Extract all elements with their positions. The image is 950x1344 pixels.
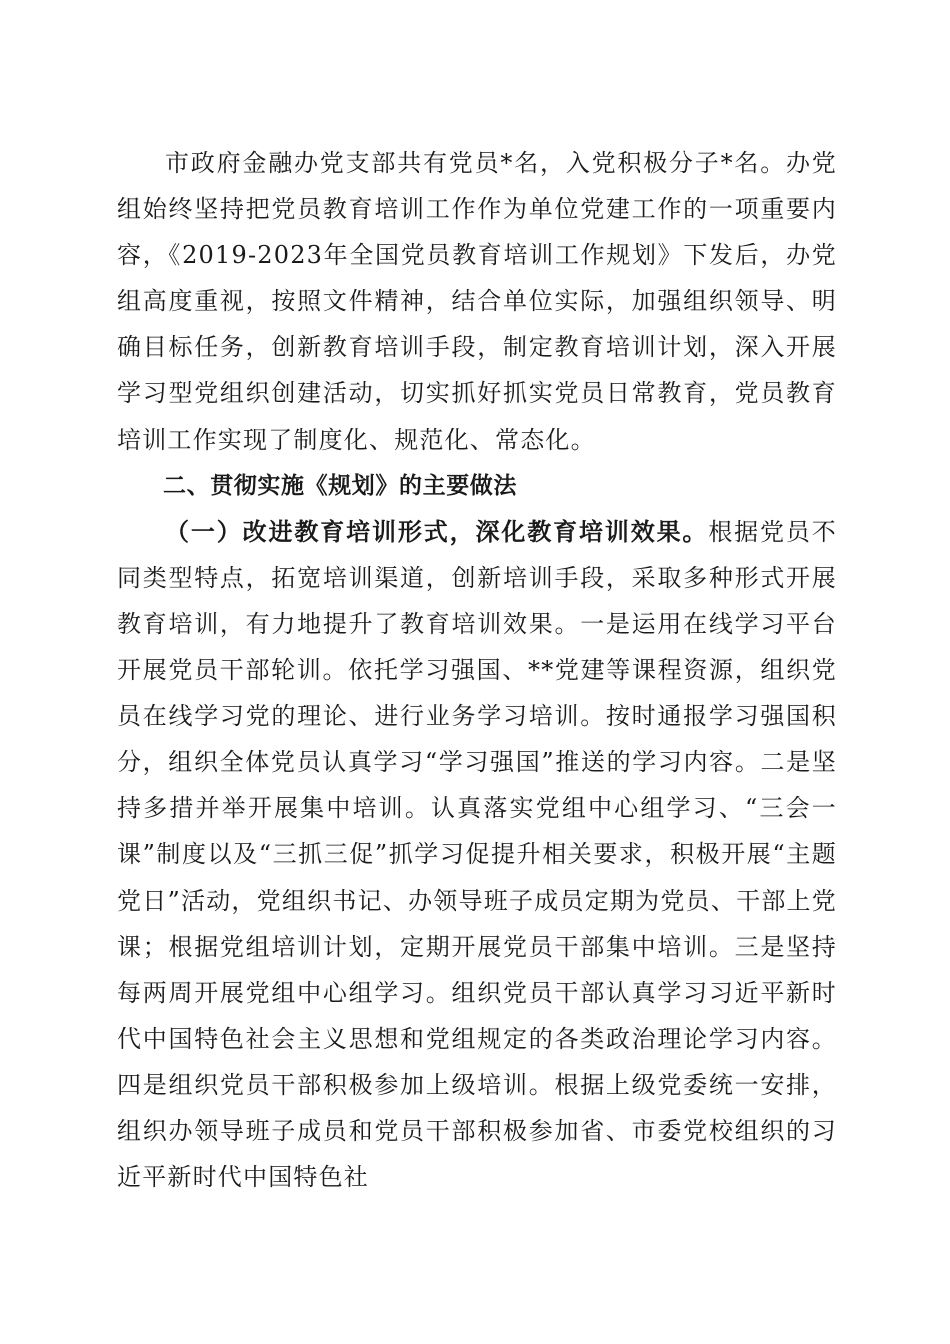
subsection-paragraph xyxy=(117,509,837,1200)
section-heading: 二、贯彻实施《规划》的主要做法 xyxy=(163,472,517,499)
subsection-body: 根据党员不同类型特点，拓宽培训渠道，创新培训手段，采取多种形式开展教育培训，有力地提升了教育培训效果。一是运用在线学习平台开展党员干部轮训。依托学习强国、**党建等课程资源，组织党员在线学习党的理论、进行业务学习培训。按时通报学习强国积分，组织全体党员认真学习“学习强国”推送的学习内容。二是坚持多措并举开展集中培训。认真落实党组中心组学习、“三会一课”制度以及“三抓三促”抓学习促提升相关要求，积极开展“主题党日”活动，党组织书记、办领导班子成员定期为党员、干部上党课；根据党组培训计划，定期开展党员干部集中培训。三是坚持每两周开展党组中心组学习。组织党员干部认真学习习近平新时代中国特色社会主义思想和党组规定的各类政治理论学习内容。四是组织党员干部积极参加上级培训。根据上级党委统一安排，组织办领导班子成员和党员干部积极参加省、市委党校组织的习近平新时代中国特色社 xyxy=(117,517,837,1192)
subsection-lead: （一）改进教育培训形式，深化教育培训效果。 xyxy=(165,517,709,546)
intro-paragraph: 市政府金融办党支部共有党员*名，入党积极分子*名。办党组始终坚持把党员教育培训工作作为单位党建工作的一项重要内容，《2019-2023年全国党员教育培训工作规划》下发后，办党组高度重视，按照文件精神，结合单位实际，加强组织领导、明确目标任务，创新教育培训手段，制定教育培训计划，深入开展学习型党组织创建活动，切实抓好抓实党员日常教育，党员教育培训工作实现了制度化、规范化、常态化。 xyxy=(117,149,837,454)
document-body xyxy=(117,140,837,1200)
